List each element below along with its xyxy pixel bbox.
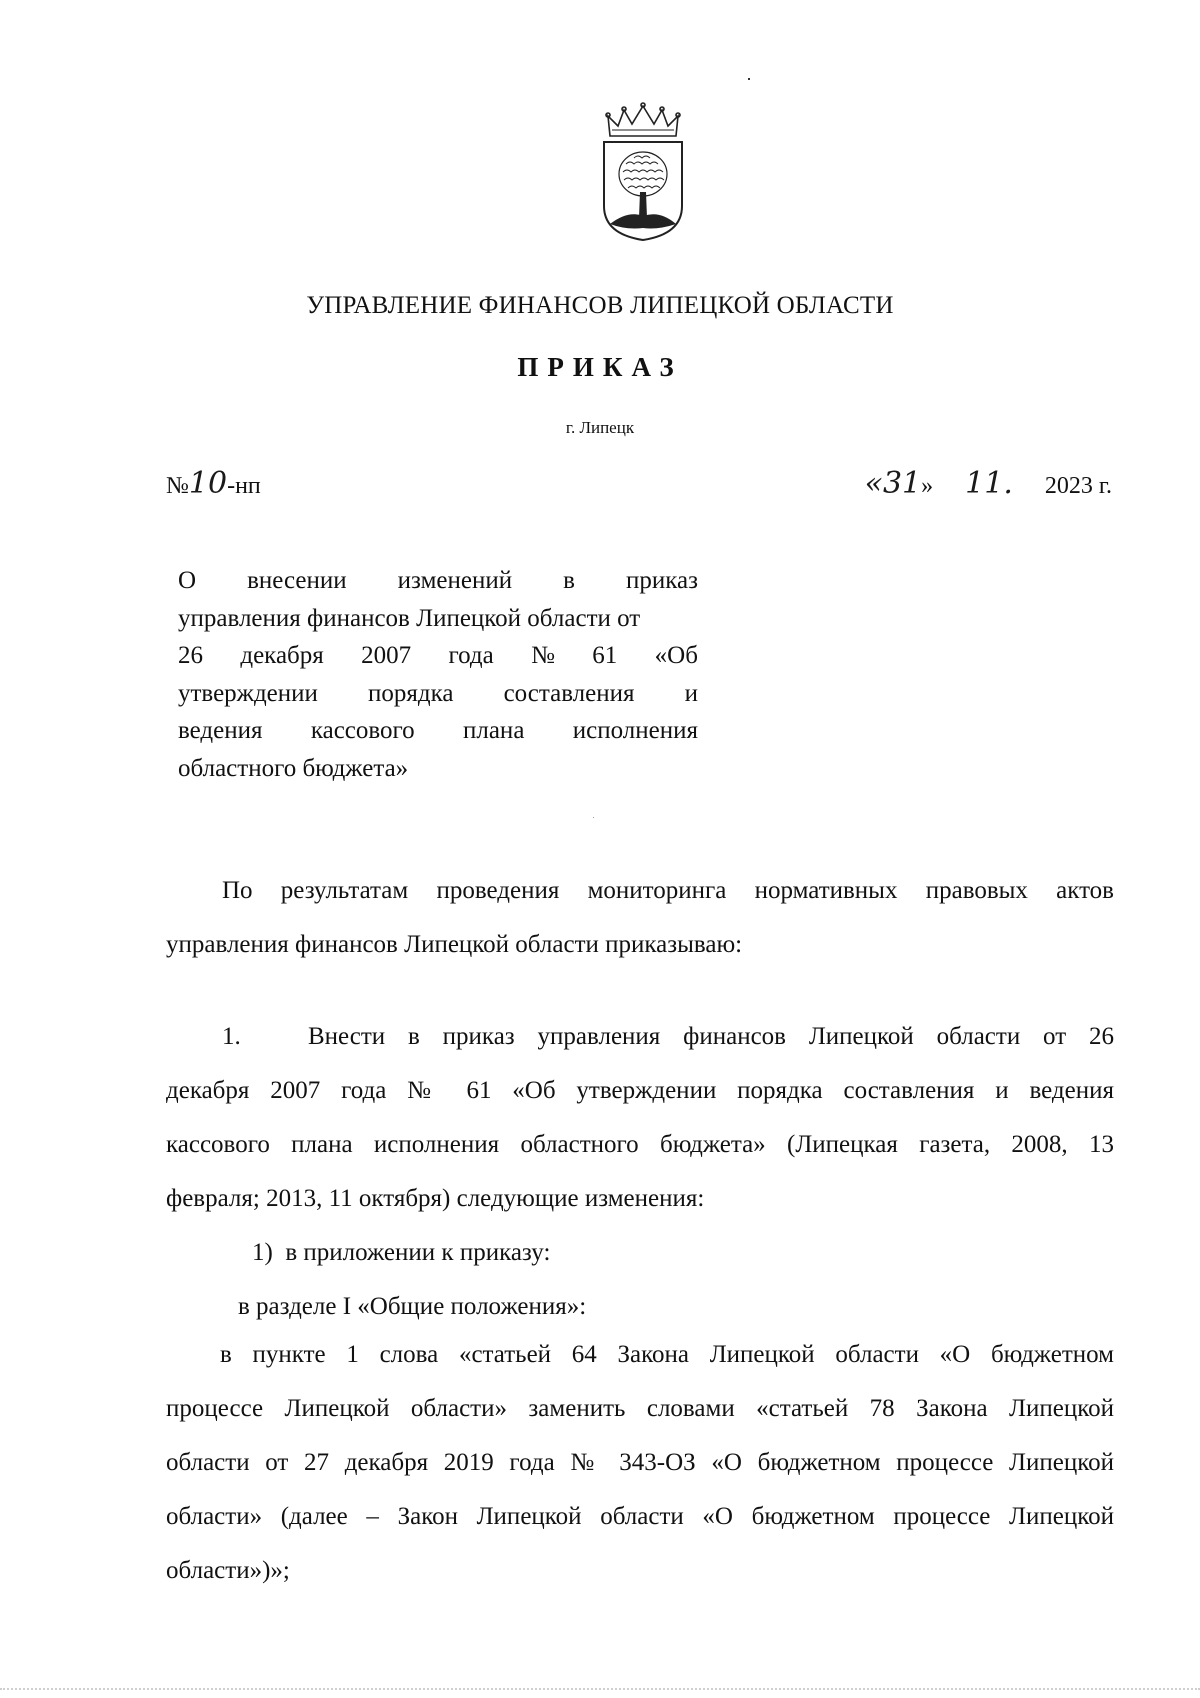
subject-word: приказ bbox=[625, 567, 698, 594]
text-line: области»)»; bbox=[166, 1557, 290, 1584]
section-1-heading: в разделе I «Общие положения»: bbox=[238, 1293, 587, 1320]
subject-word: 2007 bbox=[361, 642, 412, 669]
document-number bbox=[166, 466, 261, 501]
number-prefix: № bbox=[166, 473, 189, 499]
subject-word: составления bbox=[503, 679, 635, 707]
subject-line bbox=[178, 637, 698, 675]
text-line: декабря 2007 года № 61 «Об утверждении порядка составления и ведения bbox=[166, 1077, 1114, 1104]
subject-word: плана bbox=[462, 717, 525, 744]
subject-word: утверждении bbox=[178, 679, 318, 707]
subject-word: порядка bbox=[368, 679, 454, 707]
subject-word: и bbox=[684, 679, 698, 707]
subject-word: кассового bbox=[310, 717, 415, 744]
subject-word: № bbox=[531, 642, 555, 669]
subject-word: в bbox=[563, 567, 575, 594]
scan-speck bbox=[748, 78, 750, 80]
intro-paragraph bbox=[166, 864, 1114, 972]
number-suffix: -нп bbox=[227, 473, 261, 499]
subject-word: ведения bbox=[178, 717, 263, 744]
city-name: г. Липецк bbox=[565, 418, 635, 437]
subject-word: года bbox=[448, 642, 494, 669]
text-line bbox=[166, 1010, 1114, 1064]
scan-edge-dotted-line bbox=[0, 1688, 1200, 1690]
handwritten-month: 11. bbox=[965, 466, 1013, 501]
item-1-first-line: Внести в приказ управления финансов Липецкой области от 26 bbox=[308, 1023, 1114, 1050]
subject-word: исполнения bbox=[572, 717, 698, 744]
subject-word: 26 bbox=[178, 642, 203, 669]
subject-word: «Об bbox=[654, 642, 698, 669]
clause-paragraph bbox=[166, 1328, 1114, 1598]
text-line: области от 27 декабря 2019 года № 343-ОЗ «О бюджетном процессе Липецкой bbox=[166, 1449, 1114, 1476]
subject-word: внесении bbox=[247, 567, 347, 594]
item-number: 1. bbox=[222, 1023, 241, 1050]
document-type-title: ПРИКАЗ bbox=[517, 352, 683, 382]
scan-speck bbox=[593, 817, 594, 818]
item-1-paragraph bbox=[166, 1010, 1114, 1226]
subject-line: областного бюджета» bbox=[178, 754, 409, 782]
subject-word: декабря bbox=[240, 642, 324, 669]
coat-of-arms-icon bbox=[598, 102, 688, 242]
subject-line bbox=[178, 675, 698, 713]
handwritten-number: 10 bbox=[188, 466, 228, 501]
text-line: кассового плана исполнения областного бюджета» (Липецкая газета, 2008, 13 bbox=[166, 1131, 1114, 1158]
document-date bbox=[865, 466, 1112, 501]
subject-line: управления финансов Липецкой области от bbox=[178, 604, 641, 632]
subitem-1: 1) в приложении к приказу: bbox=[252, 1239, 551, 1266]
subject-line bbox=[178, 562, 698, 600]
organization-name: УПРАВЛЕНИЕ ФИНАНСОВ ЛИПЕЦКОЙ ОБЛАСТИ bbox=[306, 292, 894, 319]
text-line: области» (далее – Закон Липецкой области «О бюджетном процессе Липецкой bbox=[166, 1503, 1114, 1530]
date-open-quote: « bbox=[864, 466, 883, 501]
text-line: управления финансов Липецкой области приказываю: bbox=[166, 931, 743, 958]
handwritten-day: 31 bbox=[882, 466, 922, 501]
text-line: По результатам проведения мониторинга нормативных правовых актов bbox=[222, 877, 1114, 904]
subject-word: О bbox=[178, 567, 197, 594]
date-close-quote: » bbox=[921, 473, 934, 499]
text-line: процессе Липецкой области» заменить словами «статьей 78 Закона Липецкой bbox=[166, 1395, 1114, 1422]
date-year: 2023 г. bbox=[1044, 473, 1112, 499]
document-subject bbox=[178, 562, 698, 787]
subject-word: изменений bbox=[397, 567, 513, 594]
text-line: в пункте 1 слова «статьей 64 Закона Липецкой области «О бюджетном bbox=[220, 1341, 1114, 1368]
subject-word: 61 bbox=[592, 642, 618, 669]
subject-line bbox=[178, 712, 698, 750]
text-line: февраля; 2013, 11 октября) следующие изменения: bbox=[166, 1185, 705, 1212]
